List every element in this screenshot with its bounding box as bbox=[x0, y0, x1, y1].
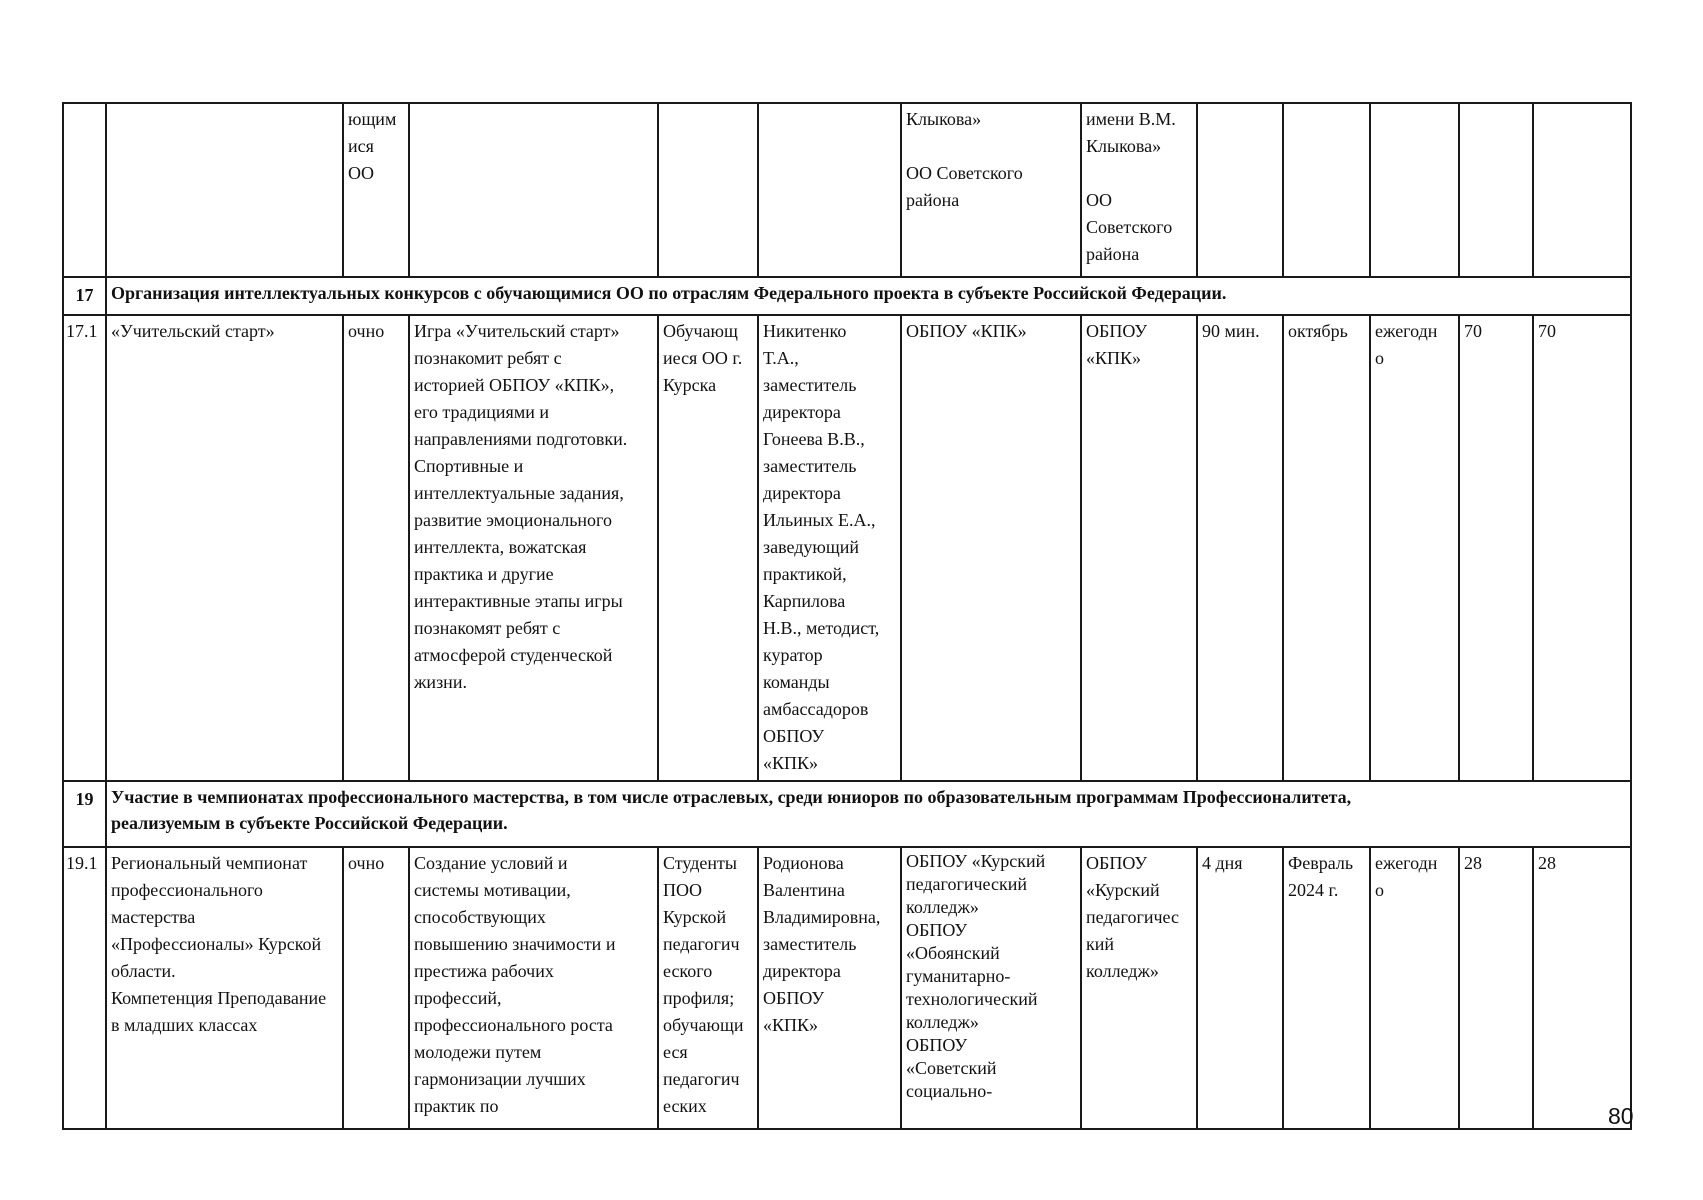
cell-format: очно bbox=[343, 847, 409, 1129]
cell-venue: ОБПОУ «Курский педагогичес кий колледж» bbox=[1081, 847, 1197, 1129]
cell-number: 17.1 bbox=[63, 315, 106, 781]
cell-period bbox=[1283, 103, 1370, 277]
table-row-17-1 bbox=[63, 315, 1631, 781]
events-table-container bbox=[62, 102, 1630, 1130]
cell-count-a: 28 bbox=[1459, 847, 1533, 1129]
cell-responsible: Родионова Валентина Владимировна, заместитель директора ОБПОУ «КПК» bbox=[758, 847, 901, 1129]
cell-count-b: 70 bbox=[1533, 315, 1631, 781]
cell-organizer: ОБПОУ «Курский педагогический колледж» ОБПОУ «Обоянский гуманитарно- технологический колледж» ОБПОУ «Советский социально- bbox=[901, 847, 1081, 1129]
cell-count-a bbox=[1459, 103, 1533, 277]
cell-participants: Студенты ПОО Курской педагогич еского профиля; обучающи еся педагогич еских bbox=[658, 847, 758, 1129]
cell-frequency: ежегодн о bbox=[1370, 847, 1459, 1129]
cell-frequency bbox=[1370, 103, 1459, 277]
cell-format: ющим ися ОО bbox=[343, 103, 409, 277]
cell-name: Региональный чемпионат профессионального мастерства «Профессионалы» Курской области. Компетенция Преподавание в младших классах bbox=[106, 847, 343, 1129]
section-row-17 bbox=[63, 277, 1631, 315]
section-row-19 bbox=[63, 781, 1631, 847]
cell-count-b bbox=[1533, 103, 1631, 277]
cell-number: 19.1 bbox=[63, 847, 106, 1129]
section-number: 19 bbox=[63, 781, 106, 847]
cell-name: «Учительский старт» bbox=[106, 315, 343, 781]
cell-period: октябрь bbox=[1283, 315, 1370, 781]
cell-description bbox=[409, 103, 658, 277]
cell-duration: 90 мин. bbox=[1197, 315, 1283, 781]
table-row-19-1 bbox=[63, 847, 1631, 1129]
cell-period: Февраль 2024 г. bbox=[1283, 847, 1370, 1129]
table-row-continuation bbox=[63, 103, 1631, 277]
section-title: Участие в чемпионатах профессионального мастерства, в том числе отраслевых, среди юниоров по образовательным программам Профессионалитета, реализуемым в субъекте Российской Федерации. bbox=[106, 781, 1631, 847]
cell-name bbox=[106, 103, 343, 277]
cell-count-b: 28 bbox=[1533, 847, 1631, 1129]
cell-organizer: Клыкова» ОО Советского района bbox=[901, 103, 1081, 277]
cell-participants bbox=[658, 103, 758, 277]
section-number: 17 bbox=[63, 277, 106, 315]
page-number: 80 bbox=[1608, 1103, 1634, 1129]
cell-format: очно bbox=[343, 315, 409, 781]
section-title: Организация интеллектуальных конкурсов с обучающимися ОО по отраслям Федерального проекта в субъекте Российской Федерации. bbox=[106, 277, 1631, 315]
cell-description: Создание условий и системы мотивации, способствующих повышению значимости и престижа рабочих профессий, профессионального роста молодежи путем гармонизации лучших практик по bbox=[409, 847, 658, 1129]
cell-organizer: ОБПОУ «КПК» bbox=[901, 315, 1081, 781]
cell-count-a: 70 bbox=[1459, 315, 1533, 781]
cell-responsible bbox=[758, 103, 901, 277]
cell-venue: имени В.М. Клыкова» ОО Советского района bbox=[1081, 103, 1197, 277]
cell-description: Игра «Учительский старт» познакомит ребят с историей ОБПОУ «КПК», его традициями и направлениями подготовки. Спортивные и интеллектуальные задания, развитие эмоционального интеллекта, вожатская практика и другие интерактивные этапы игры познакомят ребят с атмосферой студенческой жизни. bbox=[409, 315, 658, 781]
cell-duration: 4 дня bbox=[1197, 847, 1283, 1129]
cell-responsible: Никитенко Т.А., заместитель директора Гонеева В.В., заместитель директора Ильиных Е.А., заведующий практикой, Карпилова Н.В., методист, куратор команды амбассадоров ОБПОУ «КПК» bbox=[758, 315, 901, 781]
cell-frequency: ежегодн о bbox=[1370, 315, 1459, 781]
cell-participants: Обучающ иеся ОО г. Курска bbox=[658, 315, 758, 781]
cell-duration bbox=[1197, 103, 1283, 277]
cell-venue: ОБПОУ «КПК» bbox=[1081, 315, 1197, 781]
events-table bbox=[62, 102, 1632, 1130]
cell-number bbox=[63, 103, 106, 277]
